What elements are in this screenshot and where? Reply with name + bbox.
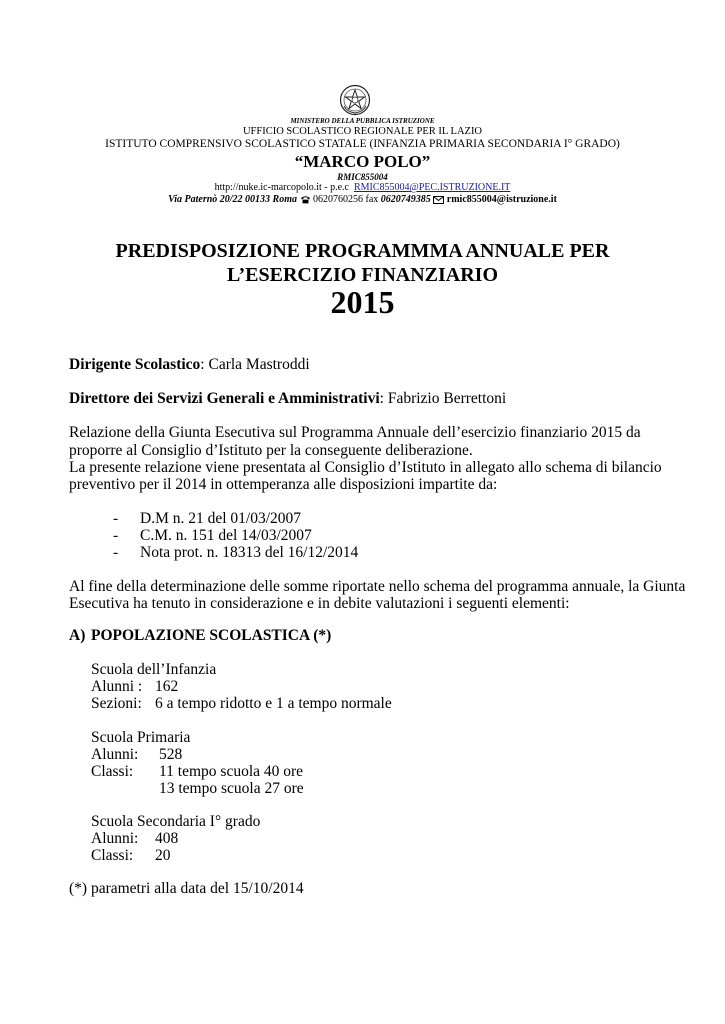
dirigente-line [69, 356, 310, 374]
pec-email-link[interactable]: RMIC855004@PEC.ISTRUZIONE.IT [353, 182, 511, 193]
list-item-text: Nota prot. n. 18313 del 16/12/2014 [140, 544, 359, 561]
secondaria-classi-value: 20 [155, 847, 171, 864]
intro-line-4: preventivo per il 2014 in ottemperanza alle disposizioni impartite da: [69, 476, 498, 493]
dirigente-label: Dirigente Scolastico [69, 356, 201, 373]
primaria-classi-label: Classi: [91, 763, 134, 780]
list-dash: - [113, 527, 119, 544]
list-item-text: D.M n. 21 del 01/03/2007 [140, 510, 302, 527]
intro-line-1: Relazione della Giunta Esecutiva sul Programma Annuale dell’esercizio finanziario 2015 da [69, 424, 641, 441]
list-dash: - [113, 510, 119, 527]
institute-label: ISTITUTO COMPRENSIVO SCOLASTICO STATALE (INFANZIA PRIMARIA SECONDARIA I° GRADO) [105, 138, 620, 150]
secondaria-alunni-value: 408 [155, 830, 179, 847]
contact-line [0, 194, 725, 205]
direttore-value: : Fabrizio Berrettoni [379, 390, 507, 407]
secondaria-name: Scuola Secondaria I° grado [91, 813, 261, 830]
list-item [113, 510, 118, 528]
section-a-title: POPOLAZIONE SCOLASTICA (*) [91, 627, 332, 644]
primaria-alunni-label: Alunni: [91, 746, 139, 763]
address-text: Via Paternò 20/22 00133 Roma [168, 194, 297, 205]
primaria-alunni-value: 528 [159, 746, 183, 763]
list-item [113, 527, 118, 545]
secondaria-classi-label: Classi: [91, 847, 134, 864]
primaria-classi-value-2: 13 tempo scuola 27 ore [159, 780, 304, 797]
primaria-name: Scuola Primaria [91, 729, 191, 746]
primaria-classi-value-1: 11 tempo scuola 40 ore [159, 763, 304, 780]
infanzia-sezioni-value: 6 a tempo ridotto e 1 a tempo normale [155, 695, 392, 712]
regional-office-label: UFFICIO SCOLASTICO REGIONALE PER IL LAZIO [242, 126, 483, 137]
fax-label: fax [365, 194, 379, 205]
ministry-label: MINISTERO DELLA PUBBLICA ISTRUZIONE [290, 117, 435, 125]
elements-intro-line-2: Esecutiva ha tenuto in considerazione e in debite valutazioni i seguenti elementi: [69, 595, 570, 612]
website-line [0, 182, 725, 193]
fax-number: 0620749385 [380, 194, 431, 205]
school-name: “MARCO POLO” [294, 152, 431, 171]
phone-number: 0620760256 [313, 194, 363, 205]
section-a-letter: A) [69, 627, 86, 644]
infanzia-sezioni-label: Sezioni: [91, 695, 142, 712]
infanzia-alunni-label: Alunni : [91, 678, 143, 695]
title-year: 2015 [330, 284, 395, 320]
direttore-line [69, 390, 506, 408]
email-address[interactable]: rmic855004@istruzione.it [446, 194, 557, 205]
school-code: RMIC855004 [337, 172, 388, 182]
elements-intro-line-1: Al fine della determinazione delle somme riportate nello schema del programma annuale, la Giunta [69, 578, 686, 595]
infanzia-alunni-value: 162 [155, 678, 179, 695]
dirigente-value: : Carla Mastroddi [200, 356, 310, 373]
list-dash: - [113, 544, 119, 561]
website-url[interactable]: http://nuke.ic-marcopolo.it - p.e.c [214, 182, 349, 193]
list-item-text: C.M. n. 151 del 14/03/2007 [140, 527, 312, 544]
infanzia-name: Scuola dell’Infanzia [91, 661, 217, 678]
intro-line-3: La presente relazione viene presentata al Consiglio d’Istituto in allegato allo schema di bilancio [69, 459, 662, 476]
secondaria-alunni-label: Alunni: [91, 830, 139, 847]
footnote: (*) parametri alla data del 15/10/2014 [69, 880, 304, 897]
intro-line-2: proporre al Consiglio d’Istituto per la conseguente deliberazione. [69, 442, 473, 459]
italian-republic-emblem-icon [339, 84, 371, 116]
direttore-label: Direttore dei Servizi Generali e Amministrativi [69, 390, 380, 407]
telephone-icon [300, 195, 311, 204]
envelope-icon [433, 196, 444, 204]
list-item [113, 544, 118, 562]
title-line-1: PREDISPOSIZIONE PROGRAMMMA ANNUALE PER [115, 240, 610, 262]
title-line-2: L’ESERCIZIO FINANZIARIO [227, 264, 498, 286]
